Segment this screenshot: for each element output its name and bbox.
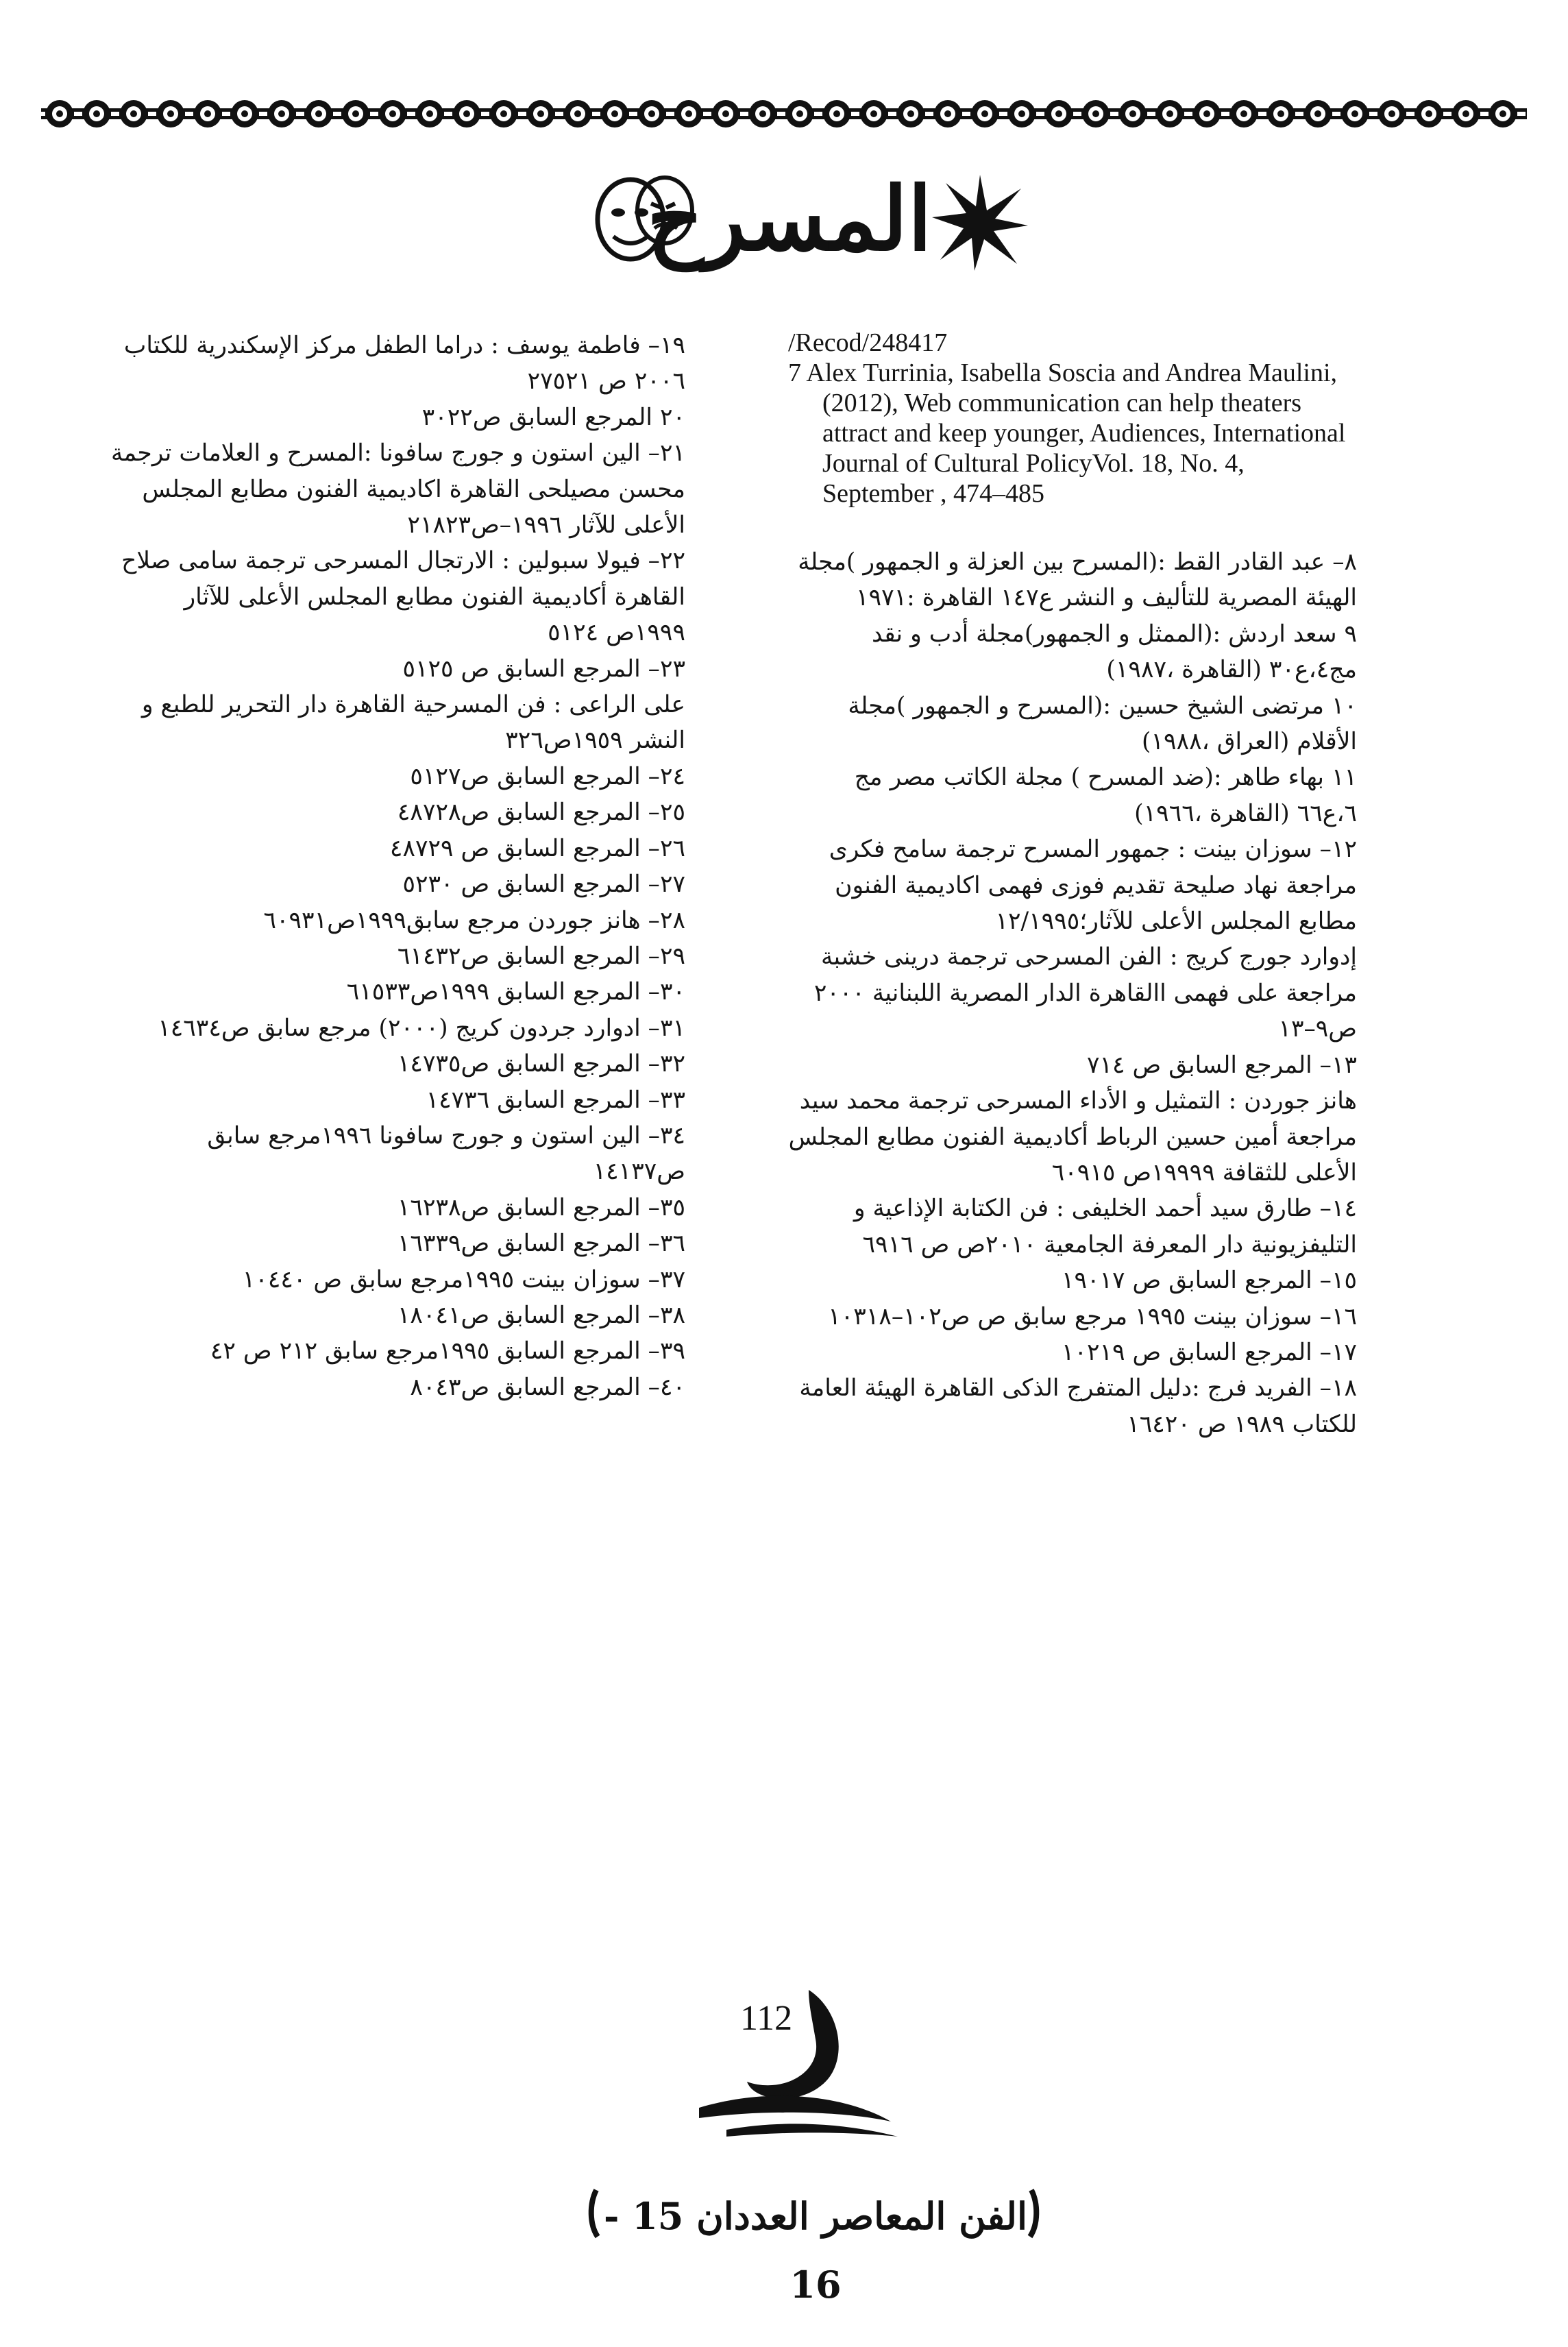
star-burst-icon: [932, 175, 1028, 271]
right-reference-item: ١٥– المرجع السابق ص ١٩٠١٧: [1061, 1267, 1357, 1295]
right-reference-item: ١٤– طارق سيد أحمد الخليفى : فن الكتابة الإذاعية و التليفزيونية دار المعرفة الجامعية ٢٠١٠ص ص ٦٩١٦: [846, 1195, 1357, 1258]
left-reference-item: ٤٠– المرجع السابق ص٨٠٤٣: [410, 1373, 685, 1401]
left-reference-item: ٣٤– الين استون و جورج سافونا ١٩٩٦مرجع سابق ص١٤١٣٧: [199, 1121, 685, 1186]
reference-url-fragment: /Recod/248417: [788, 328, 948, 357]
masthead: [589, 147, 1028, 284]
arabic-references-right: [781, 544, 1357, 1442]
left-reference-item: ٢١– الين استون و جورج سافونا :المسرح و العلامات ترجمة محسن مصيلحى القاهرة اكاديمية الفنون مطابع المجلس الأعلى للآثار ١٩٩٦–ص٢١٨٢٣: [103, 439, 685, 539]
left-reference-item: ٣٧– سوزان بينت ١٩٩٥مرجع سابق ص ١٠٤٤٠: [242, 1265, 685, 1293]
left-reference-item: ٣٨– المرجع السابق ص١٨٠٤١: [397, 1301, 685, 1329]
left-reference-item: ٣٣– المرجع السابق ١٤٧٣٦: [426, 1086, 685, 1114]
left-reference-item: ٢٠ المرجع السابق ص٣٠٢٢: [421, 403, 685, 431]
left-reference-item: ٣٩– المرجع السابق ١٩٩٥مرجع سابق ٢١٢ ص ٤٢: [210, 1337, 685, 1365]
left-reference-item: ٢٦– المرجع السابق ص ٤٨٧٢٩: [389, 834, 685, 862]
decorative-border: [41, 88, 1527, 140]
left-reference-item: ١٩– فاطمة يوسف : دراما الطفل مركز الإسكندرية للكتاب ٢٠٠٦ ص ٢٧٥٢١: [116, 332, 685, 396]
left-reference-item: ٢٩– المرجع السابق ص٦١٤٣٢: [397, 942, 685, 970]
right-reference-item: ١٨– الفريد فرج :دليل المتفرج الذكى القاهرة الهيئة العامة للكتاب ١٩٨٩ ص ١٦٤٢٠: [792, 1374, 1357, 1438]
references-left-column: [103, 328, 685, 1405]
left-reference-item: ٢٧– المرجع السابق ص ٥٢٣٠: [402, 871, 685, 899]
left-reference-item: ٣٦– المرجع السابق ص١٦٣٣٩: [397, 1230, 685, 1258]
left-reference-item: ٣١– ادوارد جردون كريج (٢٠٠٠) مرجع سابق ص١٤٦٣٤: [158, 1014, 685, 1042]
right-reference-item: ١٧– المرجع السابق ص ١٠٢١٩: [1061, 1338, 1357, 1366]
left-reference-item: ٣٠– المرجع السابق ١٩٩٩ص٦١٥٣٣: [346, 978, 685, 1006]
left-reference-item: ٢٣– المرجع السابق ص ٥١٢٥: [402, 655, 685, 683]
page-number: 112: [740, 1999, 793, 2038]
left-reference-item: ٣٥– المرجع السابق ص١٦٢٣٨: [397, 1193, 685, 1221]
english-references: [788, 328, 1357, 509]
right-reference-item: إدوارد جورج كريج : الفن المسرحى ترجمة درينى خشبة مراجعة على فهمى االقاهرة الدار المصرية اللبنانية ٢٠٠٠ ص٩–١٣: [806, 943, 1357, 1043]
left-reference-item: ٢٢– فيولا سبولين : الارتجال المسرحى ترجمة سامى صلاح القاهرة أكاديمية الفنون مطابع المجلس الأعلى للآثار ١٩٩٩ص ٥١٢٤: [114, 547, 685, 647]
right-reference-item: ٩ سعد اردش :(الممثل و الجمهور)مجلة أدب و نقد مج٤،ع٣٠ (القاهرة ،١٩٨٧): [864, 620, 1357, 684]
right-reference-item: ١٣– المرجع السابق ص ٧١٤: [1086, 1051, 1357, 1079]
reference-item-7: 7 Alex Turrinia, Isabella Soscia and Andrea Maulini,(2012), Web communication can help theaters attract and keep younger, Audiences, International Journal of Cultural PolicyVol. 18, No. 4, September , 474–485: [788, 358, 1346, 508]
right-reference-item: ١١ بهاء طاهر :(ضد المسرح ) مجلة الكاتب مصر مج ٦،ع٦٦ (القاهرة ،١٩٦٦): [846, 764, 1357, 827]
right-reference-item: هانز جوردن : التمثيل و الأداء المسرحى ترجمة محمد سيد مراجعة أمين حسين الرباط أكاديمية الفنون مطابع المجلس الأعلى للثقافة ١٩٩٩٩ص ٦٠٩١٥: [781, 1087, 1357, 1187]
left-reference-item: ٢٤– المرجع السابق ص٥١٢٧: [410, 762, 685, 790]
right-reference-item: ٨– عبد القادر القط :(المسرح بين العزلة و الجمهور )مجلة الهيئة المصرية للتأليف و النشر ع١٤٧ القاهرة :١٩٧١: [790, 548, 1357, 612]
arabic-references-left: [103, 328, 685, 1405]
journal-issue-label: الفن المعاصر العددان 15 - 16: [603, 2194, 1028, 2307]
right-reference-item: ١٦– سوزان بينت ١٩٩٥ مرجع سابق ص ص١٠٢–١٠٣١٨: [828, 1302, 1357, 1330]
left-reference-item: على الراعى : فن المسرحية القاهرة دار التحرير للطبع و النشر ١٩٥٩ص٣٢٦: [134, 691, 685, 755]
left-reference-item: ٣٢– المرجع السابق ص١٤٧٣٥: [397, 1050, 685, 1078]
left-reference-item: ٢٨– هانز جوردن مرجع سابق١٩٩٩ص٦٠٩٣١: [263, 906, 685, 934]
references-right-column: [781, 328, 1357, 1442]
left-reference-item: ٢٥– المرجع السابق ص٤٨٧٢٨: [397, 799, 685, 827]
masthead-title: المسرح: [647, 168, 932, 271]
right-reference-item: ١٢– سوزان بينت : جمهور المسرح ترجمة سامح فكرى مراجعة نهاد صليحة تقديم فوزى فهمى اكاديمية الفنون مطابع المجلس الأعلى للآثار؛١٢/١٩٩٥: [821, 836, 1357, 936]
right-reference-item: ١٠ مرتضى الشيخ حسين :(المسرح و الجمهور )مجلة الأقلام (العراق ،١٩٨٨): [840, 692, 1357, 756]
